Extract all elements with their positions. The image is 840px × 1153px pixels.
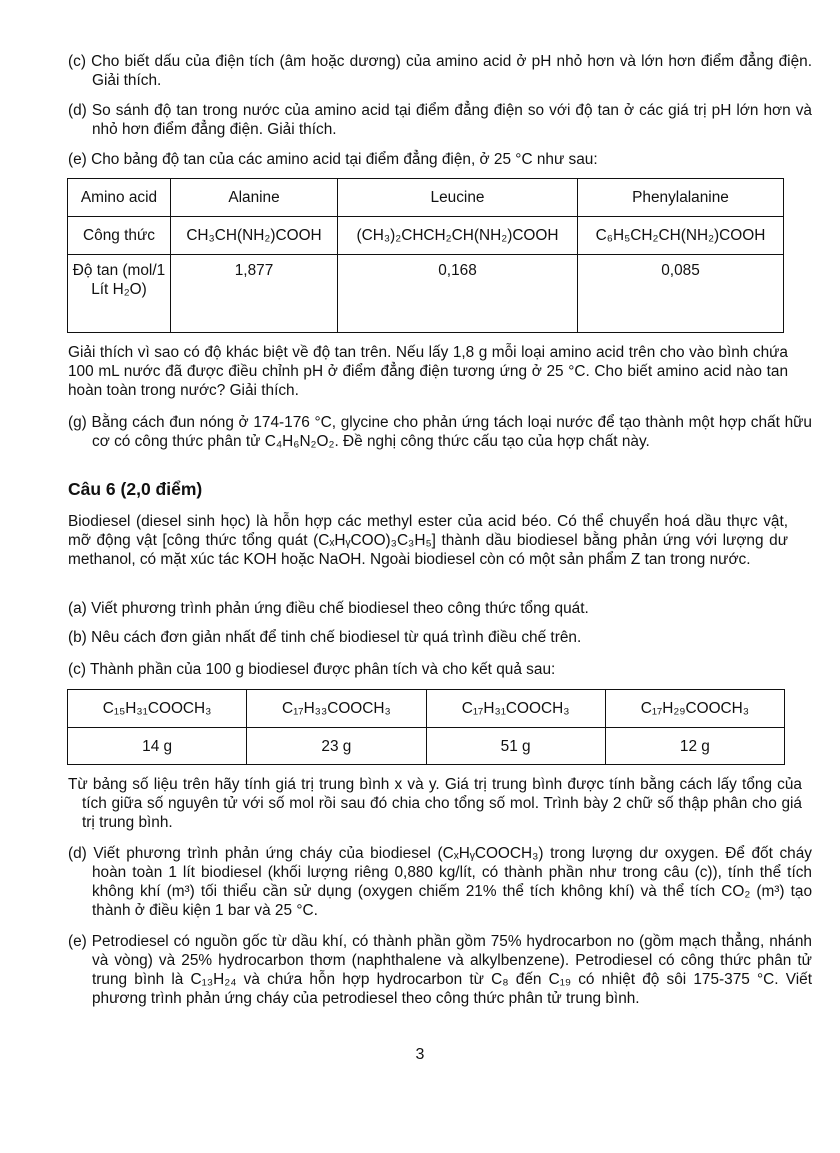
table-cell: 12 g	[605, 728, 784, 765]
table-header-row	[68, 179, 784, 217]
table-cell: 1,877	[171, 255, 338, 333]
q6-part-c-question: Từ bảng số liệu trên hãy tính giá trị trung bình x và y. Giá trị trung bình được tính bằng cách lấy tổng của tích giữa số nguyên tử với số mol rồi sau đó chia cho tổng số mol. Trình bày 2 chữ số thập phân cho giá trị trung bình.	[68, 776, 802, 831]
row-label: Công thức	[68, 217, 171, 255]
table-header-cell: Alanine	[171, 179, 338, 217]
table-cell: 14 g	[68, 728, 247, 765]
q6-intro: Biodiesel (diesel sinh học) là hỗn hợp các methyl ester của acid béo. Có thể chuyển hoá dầu thực vật, mỡ động vật [công thức tổng quát (CₓHᵧCOO)₃C₃H₅] thành dầu biodiesel bằng phản ứng với lượng dư methanol, có mặt xúc tác KOH hoặc NaOH. Ngoài biodiesel còn có một sản phẩm Z tan trong nước.	[68, 513, 788, 568]
q6-part-e: (e) Petrodiesel có nguồn gốc từ dầu khí, có thành phần gồm 75% hydrocarbon no (gồm mạch thẳng, nhánh và vòng) và 25% hydrocarbon thơm (naphthalene và alkylbenzene). Petrodiesel có công thức phân tử trung bình là C₁₃H₂₄ và chứa hỗn hợp hydrocarbon từ C₈ đến C₁₉ có nhiệt độ sôi 175-375 °C. Viết phương trình phản ứng cháy của petrodiesel theo công thức phân tử trung bình.	[68, 933, 812, 1007]
table-row-mass	[68, 728, 785, 765]
page-number: 3	[415, 1046, 425, 1063]
table-cell: C₆H₅CH₂CH(NH₂)COOH	[578, 217, 784, 255]
table-cell: (CH₃)₂CHCH₂CH(NH₂)COOH	[338, 217, 578, 255]
table-header-cell: Amino acid	[68, 179, 171, 217]
table-header-cell: Leucine	[338, 179, 578, 217]
table-header-row	[68, 690, 785, 728]
table-header-cell: C₁₇H₂₉COOCH₃	[605, 690, 784, 728]
table-cell: 0,085	[578, 255, 784, 333]
table-cell: 51 g	[426, 728, 605, 765]
table-row-formula	[68, 217, 784, 255]
table-header-cell: C₁₇H₃₃COOCH₃	[247, 690, 426, 728]
row-label: Độ tan (mol/1 Lít H₂O)	[68, 255, 171, 333]
table-header-cell: C₁₅H₃₁COOCH₃	[68, 690, 247, 728]
q5-part-d: (d) So sánh độ tan trong nước của amino acid tại điểm đẳng điện so với độ tan ở các giá trị pH lớn hơn và nhỏ hơn điểm đẳng điện. Giải thích.	[68, 102, 812, 138]
q6-part-b: (b) Nêu cách đơn giản nhất để tinh chế biodiesel từ quá trình điều chế trên.	[68, 629, 582, 646]
table-row-solubility	[68, 255, 784, 333]
table-cell: 0,168	[338, 255, 578, 333]
q6-part-c-intro: (c) Thành phần của 100 g biodiesel được phân tích và cho kết quả sau:	[68, 661, 556, 678]
question-6-heading: Câu 6 (2,0 điểm)	[68, 479, 203, 499]
q6-part-d: (d) Viết phương trình phản ứng cháy của biodiesel (CₓHᵧCOOCH₃) trong lượng dư oxygen. Để đốt cháy hoàn toàn 1 lít biodiesel (khối lượng riêng 0,880 kg/lít, có thành phần như trong câu (c)), tính thể tích không khí (m³) tối thiểu cần sử dụng (oxygen chiếm 21% thể tích không khí) và thể tích CO₂ (m³) tạo thành ở điều kiện 1 bar và 25 °C.	[68, 845, 812, 919]
q5-part-e-intro: (e) Cho bảng độ tan của các amino acid tại điểm đẳng điện, ở 25 °C như sau:	[68, 151, 598, 168]
q5-part-c: (c) Cho biết dấu của điện tích (âm hoặc dương) của amino acid ở pH nhỏ hơn và lớn hơn điểm đẳng điện. Giải thích.	[68, 53, 812, 89]
table-cell: 23 g	[247, 728, 426, 765]
table-header-cell: C₁₇H₃₁COOCH₃	[426, 690, 605, 728]
table-cell: CH₃CH(NH₂)COOH	[171, 217, 338, 255]
q5-part-g: (g) Bằng cách đun nóng ở 174-176 °C, glycine cho phản ứng tách loại nước để tạo thành một hợp chất hữu cơ có công thức phân tử C₄H₆N₂O₂. Đề nghị công thức cấu tạo của hợp chất này.	[68, 414, 812, 450]
q5-part-e-question: Giải thích vì sao có độ khác biệt về độ tan trên. Nếu lấy 1,8 g mỗi loại amino acid trên cho vào bình chứa 100 mL nước đã được điều chỉnh pH ở điểm đẳng điện tương ứng ở 25 °C. Cho biết amino acid nào tan hoàn toàn trong nước? Giải thích.	[68, 344, 788, 399]
table-header-cell: Phenylalanine	[578, 179, 784, 217]
biodiesel-composition-table	[67, 689, 785, 765]
amino-acid-solubility-table	[67, 178, 784, 333]
q6-part-a: (a) Viết phương trình phản ứng điều chế biodiesel theo công thức tổng quát.	[68, 600, 589, 617]
